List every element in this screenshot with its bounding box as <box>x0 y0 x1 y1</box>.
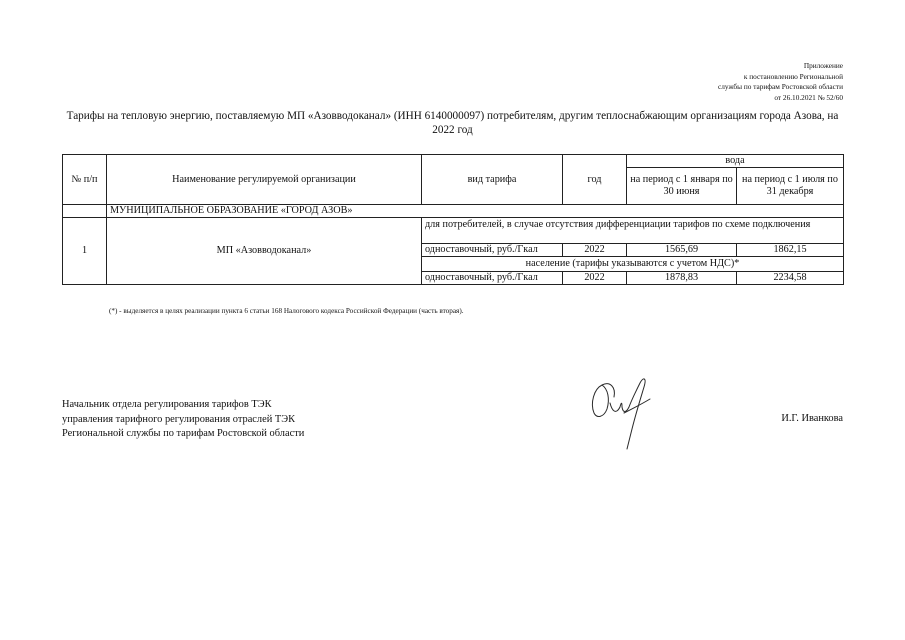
appendix-line-3: службы по тарифам Ростовской области <box>718 82 843 92</box>
municipality-row: МУНИЦИПАЛЬНОЕ ОБРАЗОВАНИЕ «ГОРОД АЗОВ» <box>107 205 844 218</box>
header-year: год <box>563 155 627 205</box>
position-line-1: Начальник отдела регулирования тарифов ТЭК <box>62 399 272 410</box>
section-population: население (тарифы указываются с учетом НДС)* <box>422 257 844 272</box>
signatory-name: И.Г. Иванкова <box>781 413 843 424</box>
tariff-type-cell: одноставочный, руб./Гкал <box>422 244 563 257</box>
period-2-value: 2234,58 <box>737 272 844 285</box>
header-tariff-type: вид тарифа <box>422 155 563 205</box>
position-line-3: Региональной службы по тарифам Ростовской области <box>62 428 305 439</box>
header-period-2: на период с 1 июля по 31 декабря <box>737 168 844 205</box>
organization-name: МП «Азовводоканал» <box>107 218 422 285</box>
position-line-2: управления тарифного регулирования отраслей ТЭК <box>62 413 296 425</box>
header-group-water: вода <box>627 155 844 168</box>
year-cell: 2022 <box>563 272 627 285</box>
empty-cell <box>63 205 107 218</box>
signatory-position <box>62 398 304 442</box>
header-organization: Наименование регулируемой организации <box>107 155 422 205</box>
period-1-value: 1565,69 <box>627 244 737 257</box>
row-number: 1 <box>63 218 107 285</box>
document-title: Тарифы на тепловую энергию, поставляемую МП «Азовводоканал» (ИНН 6140000097) потребителям, другим теплоснабжающим организациям города Азова, на 2022 год <box>66 110 839 136</box>
header-period-1: на период с 1 января по 30 июня <box>627 168 737 205</box>
appendix-line-1: Приложение <box>803 61 843 70</box>
tariff-type-cell: одноставочный, руб./Гкал <box>422 272 563 285</box>
handwritten-signature <box>580 373 675 453</box>
tariff-table <box>62 154 844 285</box>
section-consumers: для потребителей, в случае отсутствия дифференциации тарифов по схеме подключения <box>422 218 844 244</box>
period-2-value: 1862,15 <box>737 244 844 257</box>
appendix-note <box>718 61 843 103</box>
footnote: (*) - выделяется в целях реализации пункта 6 статьи 168 Налогового кодекса Российской Федерации (часть вторая). <box>109 307 464 315</box>
header-number: № п/п <box>63 155 107 205</box>
year-cell: 2022 <box>563 244 627 257</box>
appendix-line-2: к постановлению Региональной <box>743 71 843 81</box>
appendix-line-4: от 26.10.2021 № 52/60 <box>774 92 843 102</box>
period-1-value: 1878,83 <box>627 272 737 285</box>
